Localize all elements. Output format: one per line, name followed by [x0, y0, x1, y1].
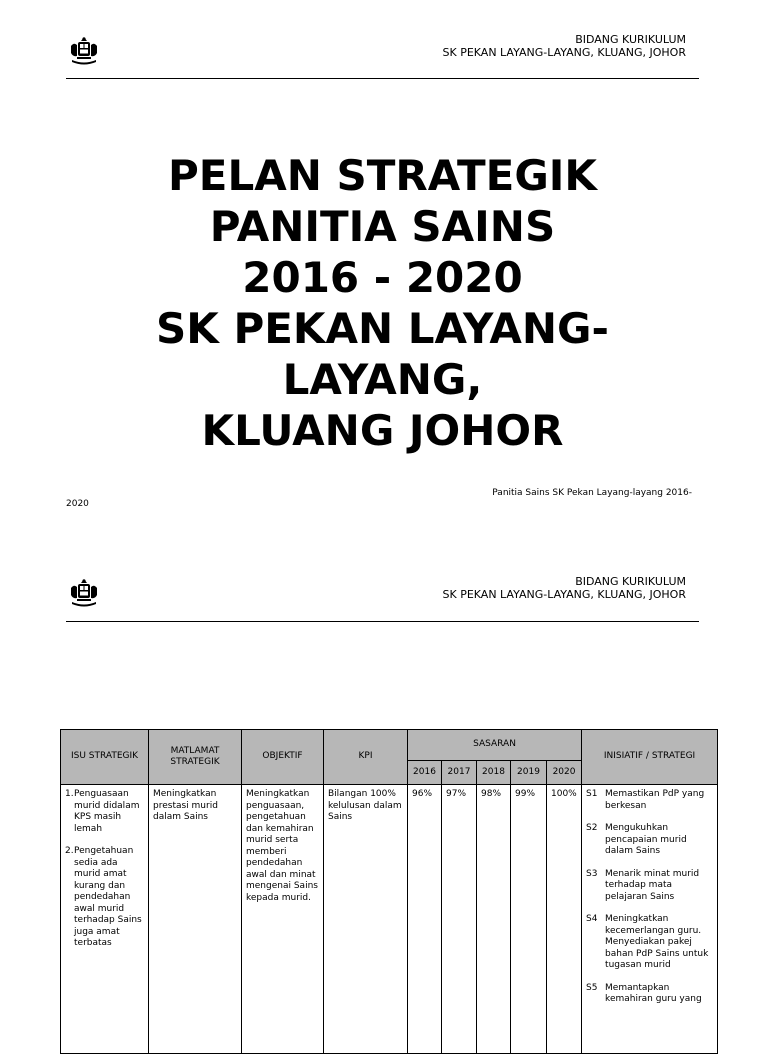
header-department: BIDANG KURIKULUM: [575, 575, 686, 588]
header-isu-strategik: ISU STRATEGIK: [61, 730, 149, 785]
header-divider: [66, 78, 699, 79]
page-footer: Panitia Sains SK Pekan Layang-layang 2016-: [492, 488, 692, 498]
inisiatif-item: S2 Mengukuhkan pencapaian murid dalam Sains: [586, 823, 687, 856]
cell-target-2018: 98%: [477, 785, 511, 1054]
inisiatif-item: S5 Memantapkan kemahiran guru yang: [586, 982, 702, 1004]
cell-objektif: Meningkatkan penguasaan, pengetahuan dan kemahiran murid serta memberi pendedahan awal dan minat mengenai Sains kepada murid.: [242, 785, 324, 1054]
cell-isu-strategik: [61, 785, 149, 1054]
header-school: SK PEKAN LAYANG-LAYANG, KLUANG, JOHOR: [442, 588, 686, 601]
header-year: 2018: [477, 761, 511, 785]
cell-target-2016: 96%: [408, 785, 442, 1054]
title-line: PELAN STRATEGIK: [168, 151, 597, 200]
header-school: SK PEKAN LAYANG-LAYANG, KLUANG, JOHOR: [442, 46, 686, 59]
header-kpi: KPI: [324, 730, 408, 785]
cell-kpi: Bilangan 100% kelulusan dalam Sains: [324, 785, 408, 1054]
cell-target-2017: 97%: [442, 785, 477, 1054]
header-year: 2017: [442, 761, 477, 785]
title-line: SK PEKAN LAYANG-: [156, 304, 609, 353]
cell-inisiatif: [582, 785, 718, 1054]
header-year: 2016: [408, 761, 442, 785]
page-header-2: [443, 575, 687, 601]
malaysia-crest-icon: [68, 34, 100, 68]
inisiatif-item: S1 Memastikan PdP yang berkesan: [586, 789, 705, 811]
title-line: PANITIA SAINS: [209, 202, 556, 251]
title-line: 2016 - 2020: [242, 253, 523, 302]
header-department: BIDANG KURIKULUM: [575, 33, 686, 46]
header-sasaran: SASARAN: [408, 730, 582, 761]
header-year: 2020: [547, 761, 582, 785]
inisiatif-item: S4 Meningkatkan kecemerlangan guru. Menyediakan pakej bahan PdP Sains untuk tugasan murid: [586, 914, 709, 970]
cell-target-2019: 99%: [511, 785, 547, 1054]
page-header-1: [443, 33, 687, 59]
page-footer-continued: 2020: [66, 499, 89, 509]
header-matlamat-strategik: MATLAMAT STRATEGIK: [149, 730, 242, 785]
header-year: 2019: [511, 761, 547, 785]
table-row: [61, 785, 718, 1054]
header-divider: [66, 621, 699, 622]
header-inisiatif-strategi: INISIATIF / STRATEGI: [582, 730, 718, 785]
inisiatif-item: S3 Menarik minat murid terhadap mata pelajaran Sains: [586, 868, 700, 902]
document-title: [66, 150, 699, 456]
title-line: KLUANG JOHOR: [201, 406, 564, 455]
strategic-plan-table: [60, 729, 718, 1054]
table-header-row: [61, 730, 718, 761]
header-objektif: OBJEKTIF: [242, 730, 324, 785]
cell-matlamat: Meningkatkan prestasi murid dalam Sains: [149, 785, 242, 1054]
isu-item: 1. Penguasaan murid didalam KPS masih lemah: [65, 789, 140, 834]
cell-target-2020: 100%: [547, 785, 582, 1054]
title-line: LAYANG,: [282, 355, 483, 404]
isu-item: 2. Pengetahuan sedia ada murid amat kurang dan pendedahan awal murid terhadap Sains juga amat terbatas: [65, 846, 142, 948]
malaysia-crest-icon: [68, 576, 100, 610]
